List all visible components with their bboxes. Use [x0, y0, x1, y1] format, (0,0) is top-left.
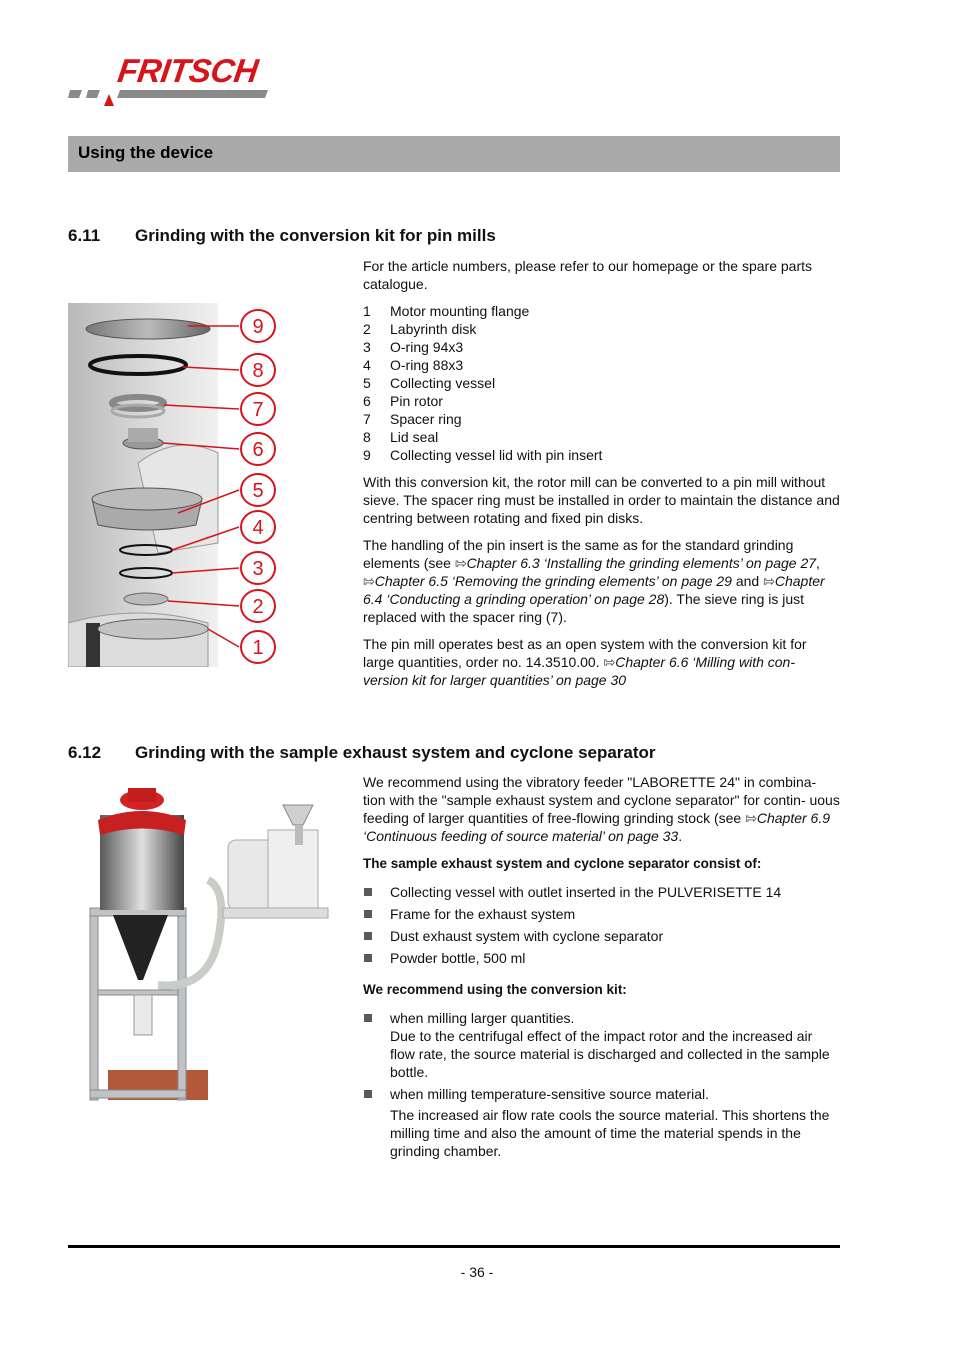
cross-reference-link[interactable]: Chapter 6.4 ‘Conducting a grinding operation’ on page 28 — [363, 573, 825, 607]
list-item: Collecting vessel with outlet inserted in the PULVERISETTE 14 — [363, 883, 841, 901]
bullet-square-icon — [363, 1085, 390, 1160]
list-item: when milling temperature-sensitive source material. The increased air flow rate cools the source material. This shortens the milling time and also the amount of time the material spends in the grinding chamber. — [363, 1085, 841, 1160]
cross-ref-arrow-icon: ⇰ — [745, 810, 757, 826]
section-612-body — [363, 773, 841, 1165]
callout-label: 3 — [252, 558, 264, 580]
section-611-body — [363, 257, 841, 698]
list-item: 3 O-ring 94x3 — [363, 339, 464, 355]
list-item: 9 Collecting vessel lid with pin insert — [363, 447, 603, 463]
list-item: 5 Collecting vessel — [363, 375, 496, 391]
recommend-list — [363, 1009, 841, 1160]
list-item: 8 Lid seal — [363, 429, 439, 445]
list-item: 6 Pin rotor — [363, 393, 443, 409]
components-list — [363, 883, 841, 967]
section-number: 6.12 — [68, 743, 102, 762]
cross-ref-arrow-icon: ⇰ — [603, 654, 616, 670]
bullet-square-icon — [363, 949, 390, 967]
callout-label: 8 — [252, 360, 264, 382]
callout-label: 1 — [252, 637, 264, 659]
section-title: Grinding with the conversion kit for pin mills — [135, 226, 496, 245]
bullet-square-icon — [363, 883, 390, 901]
section-611-heading — [68, 226, 496, 246]
list-item: Frame for the exhaust system — [363, 905, 841, 923]
chapter-header-bar — [68, 136, 840, 172]
list-item: 1 Motor mounting flange — [363, 303, 530, 319]
callout-label: 5 — [252, 480, 264, 502]
cross-ref-arrow-icon: ⇰ — [363, 573, 375, 589]
cross-ref-arrow-icon: ⇰ — [454, 555, 467, 571]
recommend-heading: We recommend using the conversion kit: — [363, 982, 627, 997]
cross-reference-link[interactable]: Chapter 6.3 ‘Installing the grinding elements’ on page 27 — [466, 555, 817, 571]
page-number: - 36 - — [460, 1264, 494, 1280]
body-paragraph: The pin mill operates best as an open system with the conversion kit for large quantities, order no. 14.3510.00. ⇰Chapter 6.6 ‘Milling with con- version kit for larger quantities’ on page 30 — [363, 636, 807, 688]
callout-label: 7 — [252, 399, 264, 421]
list-item: when milling larger quantities. Due to the centrifugal effect of the impact rotor and the increased air flow rate, the source material is discharged and collected in the sample bottle. — [363, 1009, 841, 1081]
body-paragraph: The handling of the pin insert is the same as for the standard grinding elements (see ⇰Chapter 6.3 ‘Installing the grinding elements’ on page 27, ⇰Chapter 6.5 ‘Removing the grinding elements’ on page 29 and ⇰Chapter 6.4 ‘Conducting a grinding operation’ on page 28). The sieve ring is just replaced with the spacer ring (7). — [363, 537, 825, 625]
consist-heading: The sample exhaust system and cyclone separator consist of: — [363, 856, 762, 871]
bullet-square-icon — [363, 905, 390, 923]
list-item: Dust exhaust system with cyclone separator — [363, 927, 841, 945]
callout-label: 4 — [252, 517, 264, 539]
callout-label: 9 — [252, 316, 264, 338]
intro-paragraph: For the article numbers, please refer to our homepage or the spare parts catalogue. — [363, 258, 813, 292]
cross-reference-link[interactable]: Chapter 6.9 ‘Continuous feeding of source material’ on page 33 — [363, 810, 831, 844]
brand-name: FRITSCH — [115, 52, 261, 89]
list-item: 4 O-ring 88x3 — [363, 357, 464, 373]
section-title: Grinding with the sample exhaust system and cyclone separator — [135, 743, 656, 762]
footer-rule — [68, 1245, 840, 1248]
cross-reference-link[interactable]: Chapter 6.6 ‘Milling with con- version kit for larger quantities’ on page 30 — [363, 654, 795, 688]
bullet-square-icon — [363, 927, 390, 945]
parts-list — [363, 302, 841, 464]
pin-mill-kit-figure — [68, 303, 288, 667]
chapter-title: Using the device — [78, 143, 214, 162]
body-paragraph: With this conversion kit, the rotor mill can be converted to a pin mill without sieve. The spacer ring must be installed in order to maintain the distance and centring between rotating and fixed pin disks. — [363, 474, 840, 526]
callout-label: 2 — [252, 596, 264, 618]
cross-reference-link[interactable]: Chapter 6.5 ‘Removing the grinding elements’ on page 29 — [374, 573, 732, 589]
exhaust-system-figure — [68, 780, 330, 1125]
bullet-square-icon — [363, 1009, 390, 1081]
section-number: 6.11 — [68, 226, 101, 245]
list-item: 2 Labyrinth disk — [363, 321, 477, 337]
list-item: Powder bottle, 500 ml — [363, 949, 841, 967]
list-item: 7 Spacer ring — [363, 411, 462, 427]
callout-label: 6 — [252, 439, 264, 461]
section-612-heading — [68, 743, 656, 763]
cross-ref-arrow-icon: ⇰ — [763, 573, 775, 589]
intro-paragraph: We recommend using the vibratory feeder "LABORETTE 24" in combina- tion with the "sample exhaust system and cyclone separator" for contin- uous feeding of larger quantities of free-flowing grinding stock (see ⇰Chapter 6.9 ‘Continuous feeding of source material’ on page 33. — [363, 774, 840, 844]
